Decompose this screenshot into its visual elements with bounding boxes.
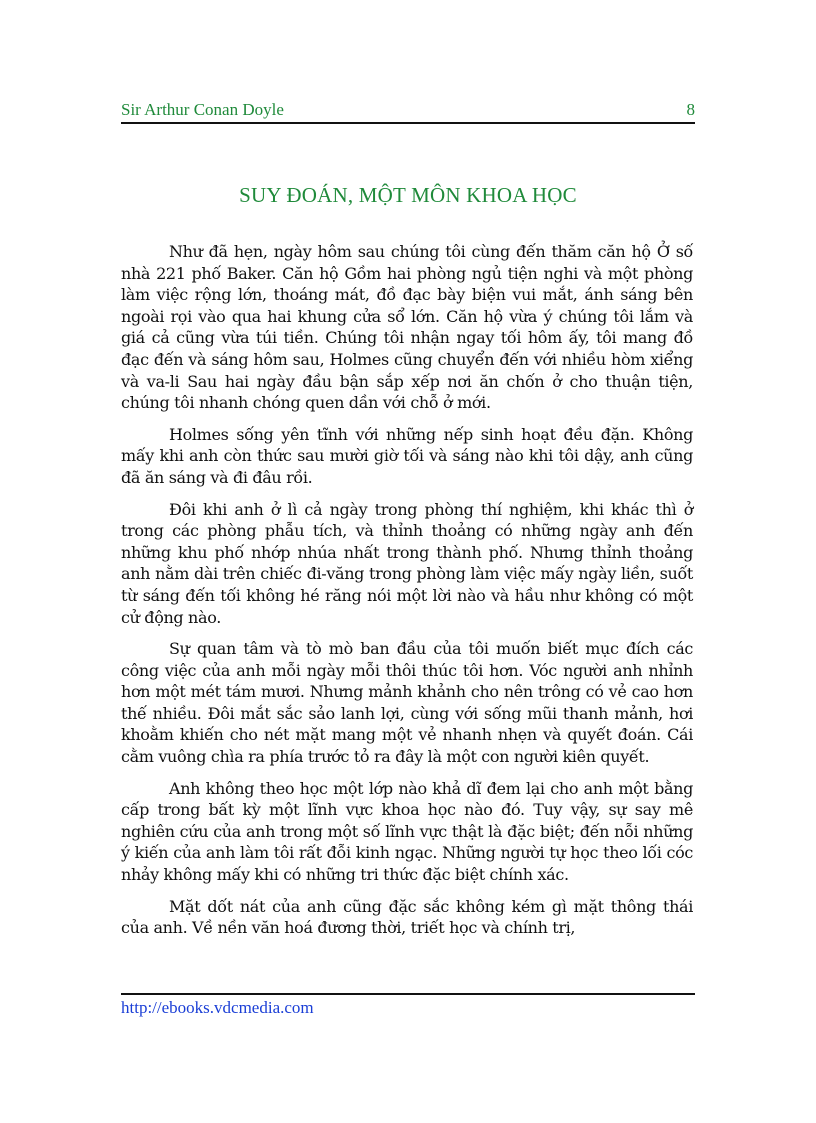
chapter-title: SUY ĐOÁN, MỘT MÔN KHOA HỌC	[239, 183, 577, 207]
paragraph: Đôi khi anh ở lì cả ngày trong phòng thí nghiệm, khi khác thì ở trong các phòng phẫu tích, và thỉnh thoảng có những ngày anh đến những khu phố nhớp nhúa nhất trong thành phố. Nhưng thỉnh thoảng anh nằm dài trên chiếc đi-văng trong phòng làm việc mấy ngày liền, suốt từ sáng đến tối không hé răng nói một lời nào và hầu như không có một cử động nào.	[121, 499, 693, 627]
page-header	[121, 100, 695, 124]
page-number: 8	[686, 100, 695, 119]
page-footer	[121, 993, 695, 1018]
paragraph: Anh không theo học một lớp nào khả dĩ đem lại cho anh một bằng cấp trong bất kỳ một lĩnh vực khoa học nào đó. Tuy vậy, sự say mê nghiên cứu của anh trong một số lĩnh vực thật là đặc biệt; đến nỗi những ý kiến của anh làm tôi rất đỗi kinh ngạc. Những người tự học theo lối cóc nhảy không mấy khi có những tri thức đặc biệt chính xác.	[121, 778, 693, 885]
paragraph: Holmes sống yên tĩnh với những nếp sinh hoạt đều đặn. Không mấy khi anh còn thức sau mười giờ tối và sáng nào khi tôi dậy, anh cũng đã ăn sáng và đi đâu rồi.	[121, 424, 693, 487]
paragraph: Mặt dốt nát của anh cũng đặc sắc không kém gì mặt thông thái của anh. Về nền văn hoá đương thời, triết học và chính trị,	[121, 896, 693, 938]
paragraph: Sự quan tâm và tò mò ban đầu của tôi muốn biết mục đích các công việc của anh mỗi ngày mỗi thôi thúc tôi hơn. Vóc người anh nhỉnh hơn một mét tám mươi. Nhưng mảnh khảnh cho nên trông có vẻ cao hơn thế nhiều. Đôi mắt sắc sảo lanh lợi, cùng với sống mũi thanh mảnh, hơi khoằm khiến cho nét mặt mang một vẻ nhanh nhẹn và quyết đoán. Cái cằm vuông chìa ra phía trước tỏ ra đây là một con người kiên quyết.	[121, 639, 693, 767]
body-text	[121, 241, 693, 949]
footer-link[interactable]: http://ebooks.vdcmedia.com	[121, 998, 314, 1017]
paragraph: Như đã hẹn, ngày hôm sau chúng tôi cùng đến thăm căn hộ Ở số nhà 221 phố Baker. Căn hộ Gồm hai phòng ngủ tiện nghi và một phòng làm việc rộng lớn, thoáng mát, đồ đạc bày biện vui mắt, ánh sáng bên ngoài rọi vào qua hai khung cửa sổ lớn. Căn hộ vừa ý chúng tôi lắm và giá cả cũng vừa túi tiền. Chúng tôi nhận ngay tối hôm ấy, tôi mang đồ đạc đến và sáng hôm sau, Holmes cũng chuyển đến với nhiều hòm xiểng và va-li Sau hai ngày đầu bận sắp xếp nơi ăn chốn ở cho thuận tiện, chúng tôi nhanh chóng quen dần với chỗ ở mới.	[121, 242, 693, 413]
header-author: Sir Arthur Conan Doyle	[121, 100, 284, 119]
